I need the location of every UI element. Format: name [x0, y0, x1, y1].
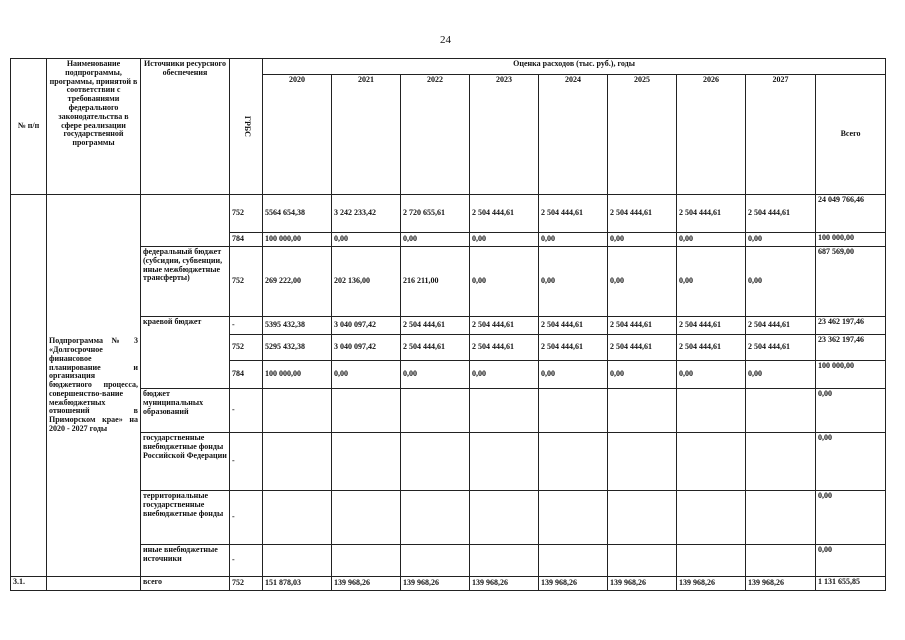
value-cell: 0,00 [608, 361, 677, 389]
value-cell [746, 545, 816, 577]
total-cell: 100 000,00 [816, 361, 886, 389]
value-cell [470, 389, 539, 433]
value-cell: 202 136,00 [332, 247, 401, 317]
value-cell: 0,00 [539, 247, 608, 317]
grbs-cell: - [230, 433, 263, 491]
table-row [11, 247, 886, 317]
row-num-cell: 3.1. [11, 577, 47, 591]
col-name-header: Наименование подпрограммы, программы, принятой в соответствии с требованиями федерального законодательства в сфере реализации государственной программы [47, 59, 141, 195]
value-cell: 5395 432,38 [263, 317, 332, 335]
value-cell: 2 504 444,61 [470, 195, 539, 233]
table-row [11, 491, 886, 545]
value-cell [470, 545, 539, 577]
grbs-cell: 752 [230, 195, 263, 233]
source-cell: территориальные государственные внебюджетные фонды [141, 491, 230, 545]
value-cell [470, 433, 539, 491]
value-cell [263, 545, 332, 577]
value-cell [746, 491, 816, 545]
value-cell [332, 389, 401, 433]
total-header: Всего [816, 75, 886, 195]
value-cell: 269 222,00 [263, 247, 332, 317]
year-header: 2027 [746, 75, 816, 195]
value-cell [332, 433, 401, 491]
table-row [11, 317, 886, 335]
value-cell: 5295 432,38 [263, 335, 332, 361]
value-cell: 2 504 444,61 [677, 335, 746, 361]
value-cell: 3 242 233,42 [332, 195, 401, 233]
year-header: 2022 [401, 75, 470, 195]
value-cell: 3 040 097,42 [332, 317, 401, 335]
value-cell [263, 389, 332, 433]
value-cell [401, 491, 470, 545]
grbs-cell: 752 [230, 335, 263, 361]
value-cell [746, 389, 816, 433]
grbs-cell: 784 [230, 233, 263, 247]
value-cell: 2 504 444,61 [677, 195, 746, 233]
row-num-cell [11, 195, 47, 577]
value-cell: 0,00 [332, 361, 401, 389]
page-number: 24 [440, 34, 451, 46]
value-cell: 0,00 [332, 233, 401, 247]
value-cell: 0,00 [677, 247, 746, 317]
value-cell [608, 491, 677, 545]
value-cell: 2 504 444,61 [539, 335, 608, 361]
value-cell: 2 504 444,61 [677, 317, 746, 335]
year-header: 2020 [263, 75, 332, 195]
source-cell: бюджет муниципальных образований [141, 389, 230, 433]
value-cell: 0,00 [401, 233, 470, 247]
value-cell [401, 433, 470, 491]
grbs-cell: - [230, 389, 263, 433]
value-cell: 2 720 655,61 [401, 195, 470, 233]
value-cell [677, 389, 746, 433]
value-cell: 0,00 [470, 361, 539, 389]
table-row [11, 389, 886, 433]
value-cell: 0,00 [539, 233, 608, 247]
value-cell: 2 504 444,61 [470, 335, 539, 361]
total-cell: 0,00 [816, 433, 886, 491]
total-cell: 23 462 197,46 [816, 317, 886, 335]
total-cell: 0,00 [816, 545, 886, 577]
col-grbs-header: ГРБС [230, 59, 263, 195]
year-header: 2024 [539, 75, 608, 195]
value-cell: 100 000,00 [263, 233, 332, 247]
value-cell: 100 000,00 [263, 361, 332, 389]
value-cell: 0,00 [677, 361, 746, 389]
value-cell: 0,00 [470, 247, 539, 317]
year-header: 2023 [470, 75, 539, 195]
value-cell: 2 504 444,61 [539, 195, 608, 233]
col-source-header: Источники ресурсного обеспечения [141, 59, 230, 195]
value-cell: 5564 654,38 [263, 195, 332, 233]
value-cell: 0,00 [608, 247, 677, 317]
value-cell: 139 968,26 [746, 577, 816, 591]
value-cell [539, 545, 608, 577]
value-cell [401, 545, 470, 577]
value-cell [677, 545, 746, 577]
value-cell [263, 433, 332, 491]
grbs-cell: - [230, 491, 263, 545]
value-cell: 2 504 444,61 [608, 335, 677, 361]
grbs-cell: 752 [230, 247, 263, 317]
value-cell: 139 968,26 [539, 577, 608, 591]
value-cell [539, 433, 608, 491]
value-cell [677, 491, 746, 545]
value-cell: 2 504 444,61 [608, 195, 677, 233]
value-cell: 2 504 444,61 [539, 317, 608, 335]
total-cell: 687 569,00 [816, 247, 886, 317]
grbs-cell: 784 [230, 361, 263, 389]
value-cell [677, 433, 746, 491]
value-cell: 2 504 444,61 [746, 317, 816, 335]
table-row [11, 577, 886, 591]
source-cell: краевой бюджет [141, 317, 230, 389]
value-cell [332, 491, 401, 545]
value-cell [332, 545, 401, 577]
estimate-header: Оценка расходов (тыс. руб.), годы [263, 59, 886, 75]
year-header: 2025 [608, 75, 677, 195]
value-cell [263, 491, 332, 545]
value-cell: 139 968,26 [470, 577, 539, 591]
total-cell: 23 362 197,46 [816, 335, 886, 361]
header-row-1 [11, 59, 886, 75]
source-cell: иные внебюджетные источники [141, 545, 230, 577]
value-cell [746, 433, 816, 491]
subprogram-name [47, 577, 141, 591]
value-cell [539, 389, 608, 433]
value-cell: 2 504 444,61 [746, 335, 816, 361]
value-cell [608, 433, 677, 491]
value-cell [401, 389, 470, 433]
value-cell: 139 968,26 [608, 577, 677, 591]
grbs-cell: - [230, 317, 263, 335]
col-num-header: № п/п [11, 59, 47, 195]
value-cell: 139 968,26 [677, 577, 746, 591]
year-header: 2026 [677, 75, 746, 195]
source-cell [141, 195, 230, 247]
total-cell: 100 000,00 [816, 233, 886, 247]
total-cell: 1 131 655,85 [816, 577, 886, 591]
subprogram-name: Подпрограмма № 3 «Долгосрочное финансовое планирование и организация бюджетного процесса, совершенство-вание межбюджетных отношений в Приморском крае» на 2020 - 2027 годы [47, 195, 141, 577]
value-cell: 0,00 [470, 233, 539, 247]
value-cell: 0,00 [746, 233, 816, 247]
value-cell: 0,00 [539, 361, 608, 389]
value-cell: 0,00 [746, 361, 816, 389]
total-cell: 24 049 766,46 [816, 195, 886, 233]
value-cell: 151 878,03 [263, 577, 332, 591]
value-cell: 0,00 [401, 361, 470, 389]
total-cell: 0,00 [816, 389, 886, 433]
value-cell: 216 211,00 [401, 247, 470, 317]
source-cell: всего [141, 577, 230, 591]
value-cell: 2 504 444,61 [470, 317, 539, 335]
value-cell [608, 545, 677, 577]
value-cell: 3 040 097,42 [332, 335, 401, 361]
value-cell: 2 504 444,61 [608, 317, 677, 335]
expense-table [10, 58, 886, 591]
value-cell: 2 504 444,61 [746, 195, 816, 233]
value-cell: 0,00 [608, 233, 677, 247]
year-header: 2021 [332, 75, 401, 195]
value-cell: 0,00 [677, 233, 746, 247]
value-cell [539, 491, 608, 545]
value-cell: 139 968,26 [401, 577, 470, 591]
value-cell: 2 504 444,61 [401, 335, 470, 361]
source-cell: федеральный бюджет (субсидии, субвенции, иные межбюджетные трансферты) [141, 247, 230, 317]
table-row [11, 195, 886, 233]
value-cell: 2 504 444,61 [401, 317, 470, 335]
total-cell: 0,00 [816, 491, 886, 545]
table-row [11, 545, 886, 577]
value-cell: 139 968,26 [332, 577, 401, 591]
source-cell: государственные внебюджетные фонды Российской Федерации [141, 433, 230, 491]
grbs-cell: - [230, 545, 263, 577]
value-cell [470, 491, 539, 545]
table-row [11, 433, 886, 491]
value-cell [608, 389, 677, 433]
value-cell: 0,00 [746, 247, 816, 317]
grbs-cell: 752 [230, 577, 263, 591]
